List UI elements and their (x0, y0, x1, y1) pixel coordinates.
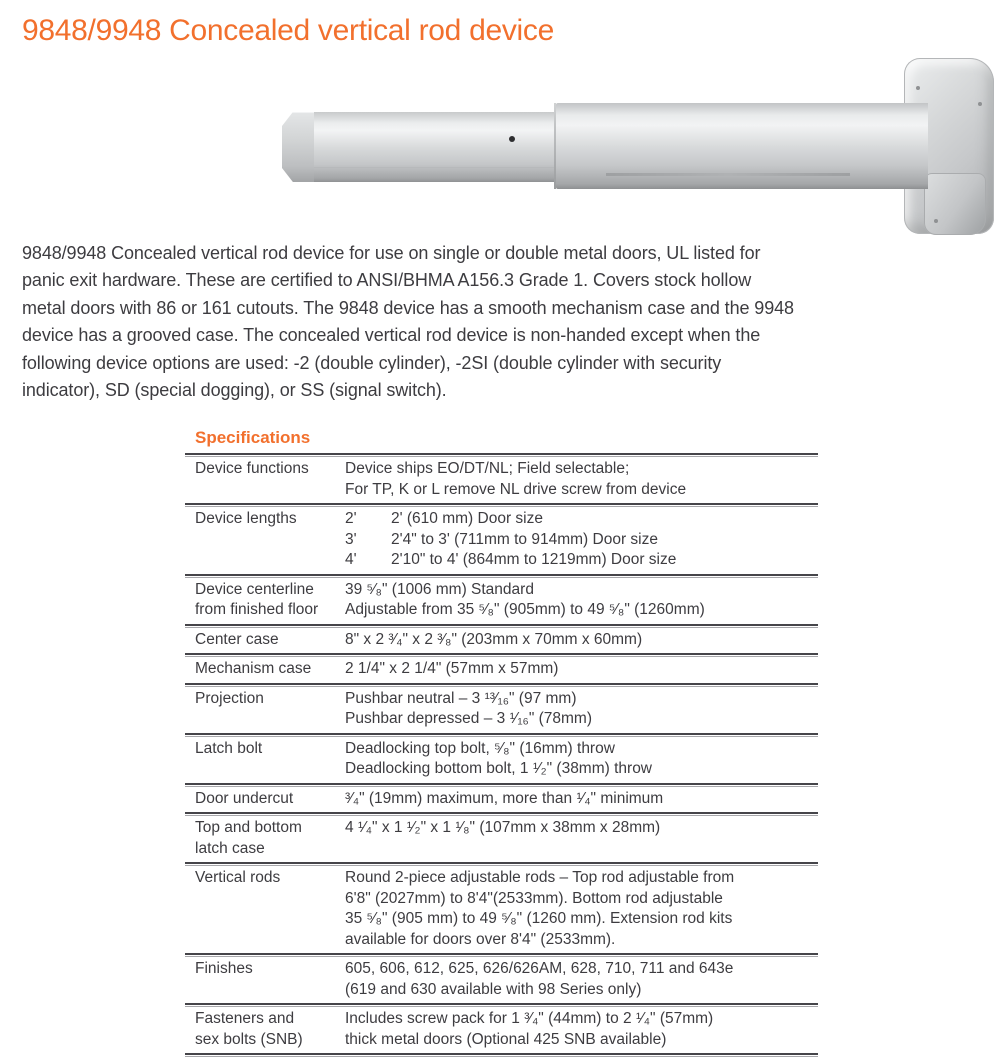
spec-label (185, 959, 345, 1000)
table-rule (185, 624, 818, 629)
spec-label (185, 789, 345, 810)
spec-label (185, 459, 345, 500)
pushbar-seam-line (606, 173, 850, 176)
spec-label-line: Device centerline (195, 580, 314, 598)
spec-label-line: Mechanism case (195, 660, 312, 677)
table-rule (185, 1003, 818, 1008)
spec-value-line: Includes screw pack for 1 ³⁄₄" (44mm) to 2 ¹⁄₄" (57mm) (345, 1010, 714, 1027)
spec-label (185, 659, 345, 680)
spec-value-line: 35 ⁵⁄₈" (905 mm) to 49 ⁵⁄₈" (1260 mm). Extension rod kits (345, 910, 733, 927)
rail-pushbar-joint (554, 103, 556, 189)
device-rail (306, 112, 558, 182)
length-option (345, 509, 818, 530)
spec-label-line: Top and bottom (195, 819, 302, 836)
spec-row-vertical-rods (185, 867, 818, 953)
spec-label (185, 739, 345, 780)
spec-row-latch-bolt (185, 738, 818, 783)
spec-row-center-case (185, 629, 818, 654)
spec-label-line: from finished floor (195, 601, 319, 618)
screw-hole-icon (978, 102, 982, 106)
spec-value-line: available for doors over 8'4" (2533mm). (345, 930, 616, 948)
table-rule (185, 812, 818, 817)
spec-value (345, 689, 818, 730)
spec-value-line: thick metal doors (Optional 425 SNB available) (345, 1030, 667, 1048)
page-title: 9848/9948 Concealed vertical rod device (22, 14, 554, 47)
spec-value-line: 39 ⁵⁄₈" (1006 mm) Standard (345, 580, 534, 598)
table-rule (185, 653, 818, 658)
table-rule (185, 953, 818, 958)
product-description: 9848/9948 Concealed vertical rod device for use on single or double metal doors, UL listed for panic exit hardware. These are certified to ANSI/BHMA A156.3 Grade 1. Covers stock hollow metal doors with 86 or 161 cutouts. The 9848 device has a smooth mechanism case and the 9948 device has a grooved case. The concealed vertical rod device is non-handed except when the following device options are used: -2 (double cylinder), -2SI (double cylinder with security indicator), SD (special dogging), or SS (signal switch). (22, 243, 794, 401)
length-desc: 2' (610 mm) Door size (391, 510, 543, 527)
spec-value-line: 6'8" (2027mm) to 8'4"(2533mm). Bottom rod adjustable (345, 889, 723, 907)
spec-value-line: Pushbar depressed – 3 ¹⁄₁₆" (78mm) (345, 710, 593, 727)
specifications-heading: Specifications (195, 428, 311, 447)
length-option (345, 550, 818, 571)
spec-value (345, 868, 818, 950)
spec-value-line: Deadlocking bottom bolt, 1 ¹⁄₂" (38mm) throw (345, 760, 653, 777)
spec-label-line: Device functions (195, 460, 309, 477)
spec-row-device-lengths (185, 508, 818, 574)
device-case-foot (924, 173, 986, 235)
spec-label (185, 818, 345, 859)
specifications-table (185, 453, 818, 1058)
spec-value-line: (619 and 630 available with 98 Series only) (345, 980, 642, 998)
spec-value-line: ³⁄₄" (19mm) maximum, more than ¹⁄₄" minimum (345, 789, 664, 807)
screw-hole-icon (509, 136, 515, 142)
table-rule (185, 862, 818, 867)
spec-value (345, 789, 818, 810)
spec-label (185, 868, 345, 950)
spec-label-line: Fasteners and (195, 1010, 295, 1027)
length-desc: 2'10" to 4' (864mm to 1219mm) Door size (391, 551, 677, 568)
spec-label-line: Center case (195, 630, 279, 648)
spec-label-line: Projection (195, 689, 264, 707)
spec-value (345, 739, 818, 780)
spec-value (345, 630, 818, 651)
spec-value (345, 580, 818, 621)
spec-label (185, 509, 345, 571)
spec-row-device-centerline (185, 579, 818, 624)
spec-value-line: 605, 606, 612, 625, 626/626AM, 628, 710, 711 and 643e (345, 960, 734, 977)
spec-value (345, 659, 818, 680)
spec-value-line: For TP, K or L remove NL drive screw from device (345, 480, 687, 498)
length-option (345, 530, 818, 551)
spec-value (345, 509, 818, 571)
table-rule (185, 783, 818, 788)
table-rule (185, 733, 818, 738)
spec-label-line: sex bolts (SNB) (195, 1030, 303, 1048)
spec-label-line: Finishes (195, 960, 253, 977)
spec-label-line: latch case (195, 839, 265, 857)
spec-value-line: Round 2-piece adjustable rods – Top rod adjustable from (345, 869, 735, 886)
spec-value-line: 4 ¹⁄₄" x 1 ¹⁄₂" x 1 ¹⁄₈" (107mm x 38mm x 28mm) (345, 819, 661, 836)
spec-value-line: Adjustable from 35 ⁵⁄₈" (905mm) to 49 ⁵⁄₈" (1260mm) (345, 601, 705, 618)
spec-label (185, 630, 345, 651)
spec-value-line: Pushbar neutral – 3 ¹³⁄₁₆" (97 mm) (345, 689, 577, 707)
spec-value-line: 2 1/4" x 2 1/4" (57mm x 57mm) (345, 660, 559, 677)
table-rule (185, 574, 818, 579)
spec-label-line: Door undercut (195, 789, 294, 807)
device-pushbar (556, 103, 928, 189)
spec-value (345, 459, 818, 500)
spec-row-door-undercut (185, 788, 818, 813)
spec-value (345, 1009, 818, 1050)
spec-row-projection (185, 688, 818, 733)
spec-row-device-functions (185, 458, 818, 503)
length-desc: 2'4" to 3' (711mm to 914mm) Door size (391, 530, 658, 548)
spec-label (185, 580, 345, 621)
spec-row-mechanism-case (185, 658, 818, 683)
spec-label-line: Latch bolt (195, 739, 263, 757)
screw-hole-icon (916, 86, 920, 90)
screw-hole-icon (934, 219, 938, 223)
spec-row-fasteners-sex-bolts (185, 1008, 818, 1053)
table-rule (185, 503, 818, 508)
spec-label (185, 1009, 345, 1050)
device-end-cap (282, 112, 314, 182)
spec-label (185, 689, 345, 730)
spec-row-top-bottom-latch-case (185, 817, 818, 862)
spec-value-line: Deadlocking top bolt, ⁵⁄₈" (16mm) throw (345, 739, 615, 757)
table-rule (185, 1053, 818, 1058)
rail-seam-line (308, 167, 556, 168)
spec-value (345, 818, 818, 859)
spec-label-line: Vertical rods (195, 869, 281, 886)
spec-value-line: 8" x 2 ³⁄₄" x 2 ³⁄₈" (203mm x 70mm x 60mm) (345, 630, 643, 648)
table-rule (185, 683, 818, 688)
spec-label-line: Device lengths (195, 510, 297, 527)
length-key: 4' (345, 551, 357, 568)
exit-device-illustration (278, 55, 996, 237)
spec-row-finishes (185, 958, 818, 1003)
table-rule (185, 453, 818, 458)
spec-value-line: Device ships EO/DT/NL; Field selectable; (345, 460, 630, 477)
spec-value (345, 959, 818, 1000)
length-key: 2' (345, 510, 357, 527)
length-key: 3' (345, 530, 357, 548)
